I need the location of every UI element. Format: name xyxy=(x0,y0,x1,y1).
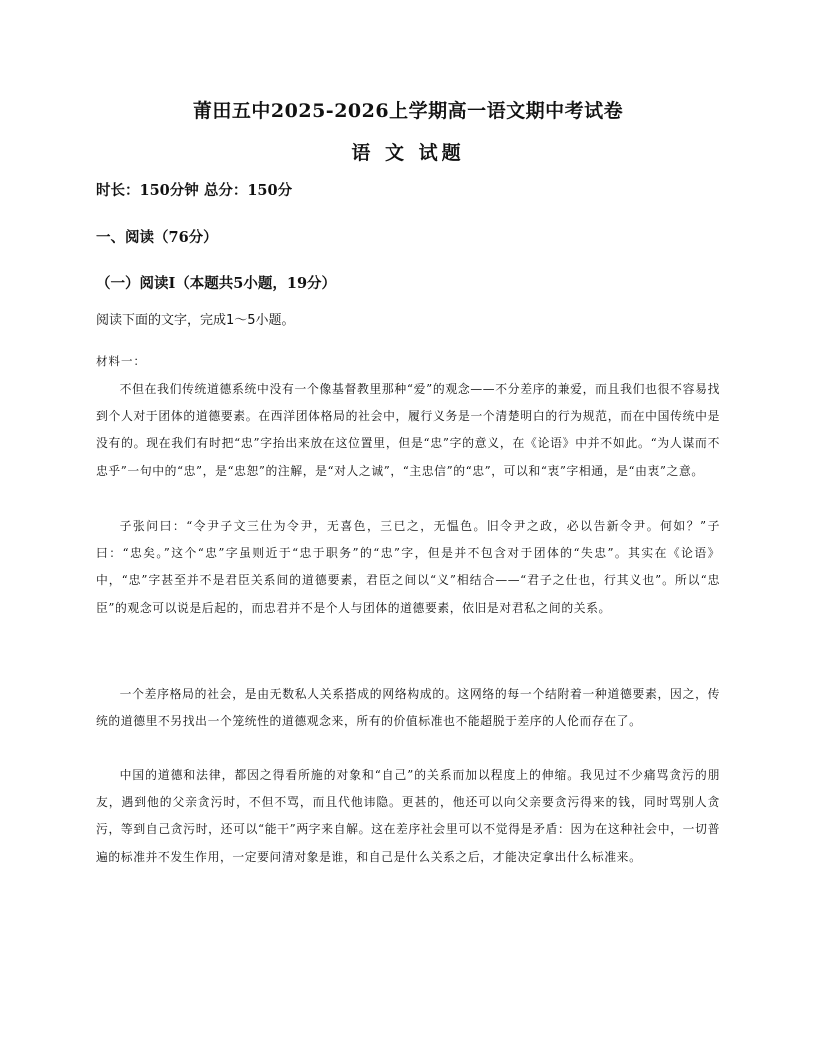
section-heading: 一、阅读（76分） xyxy=(96,229,218,246)
exam-meta: 时长：150分钟 总分：150分 xyxy=(96,182,293,199)
reading-instruction: 阅读下面的文字，完成1～5小题。 xyxy=(96,313,295,328)
material-paragraph xyxy=(96,513,720,622)
subsection-heading: （一）阅读Ⅰ（本题共5小题，19分） xyxy=(96,275,337,292)
exam-subtitle: 语 文 试题 xyxy=(351,142,465,164)
paragraph-text: 不但在我们传统道德系统中没有一个像基督教里那种“爱”的观念——不分差序的兼爱，而且我们也很不容易找到个人对于团体的道德要素。在西洋团体格局的社会中，履行义务是一个清楚明白的行为规范，而在中国传统中是没有的。现在我们有时把“忠”字抬出来放在这位置里，但是“忠”字的意义，在《论语》中并不如此。“为人谋而不忠乎”一句中的“忠”，是“忠恕”的注解，是“对人之诚”，“主忠信”的“忠”，可以和“衷”字相通，是“由衷”之意。 xyxy=(96,382,720,478)
exam-title: 莆田五中2025-2026上学期高一语文期中考试卷 xyxy=(192,100,624,122)
paragraph-text: 一个差序格局的社会，是由无数私人关系搭成的网络构成的。这网络的每一个结附着一种道德要素，因之，传统的道德里不另找出一个笼统性的道德观念来，所有的价值标准也不能超脱于差序的人伦而存在了。 xyxy=(96,687,720,729)
material-paragraph xyxy=(96,376,720,485)
paragraph-text: 中国的道德和法律，都因之得看所施的对象和“自己”的关系而加以程度上的伸缩。我见过不少痛骂贪污的朋友，遇到他的父亲贪污时，不但不骂，而且代他讳隐。更甚的，他还可以向父亲要贪污得来的钱，同时骂别人贪污，等到自己贪污时，还可以“能干”两字来自解。这在差序社会里可以不觉得是矛盾：因为在这种社会中，一切普遍的标准并不发生作用，一定要问清对象是谁，和自己是什么关系之后，才能决定拿出什么标准来。 xyxy=(96,768,720,864)
material-paragraph xyxy=(96,762,720,871)
material-paragraph xyxy=(96,681,720,735)
material-label: 材料一： xyxy=(96,354,146,368)
paragraph-text: 子张问曰：“令尹子文三仕为令尹，无喜色，三已之，无愠色。旧令尹之政，必以告新令尹。何如？”子曰：“忠矣。”这个“忠”字虽则近于“忠于职务”的“忠”字，但是并不包含对于团体的“失忠”。其实在《论语》中，“忠”字甚至并不是君臣关系间的道德要素，君臣之间以“义”相结合——“君子之仕也，行其义也”。所以“忠臣”的观念可以说是后起的，而忠君并不是个人与团体的道德要素，依旧是对君私之间的关系。 xyxy=(96,519,720,615)
